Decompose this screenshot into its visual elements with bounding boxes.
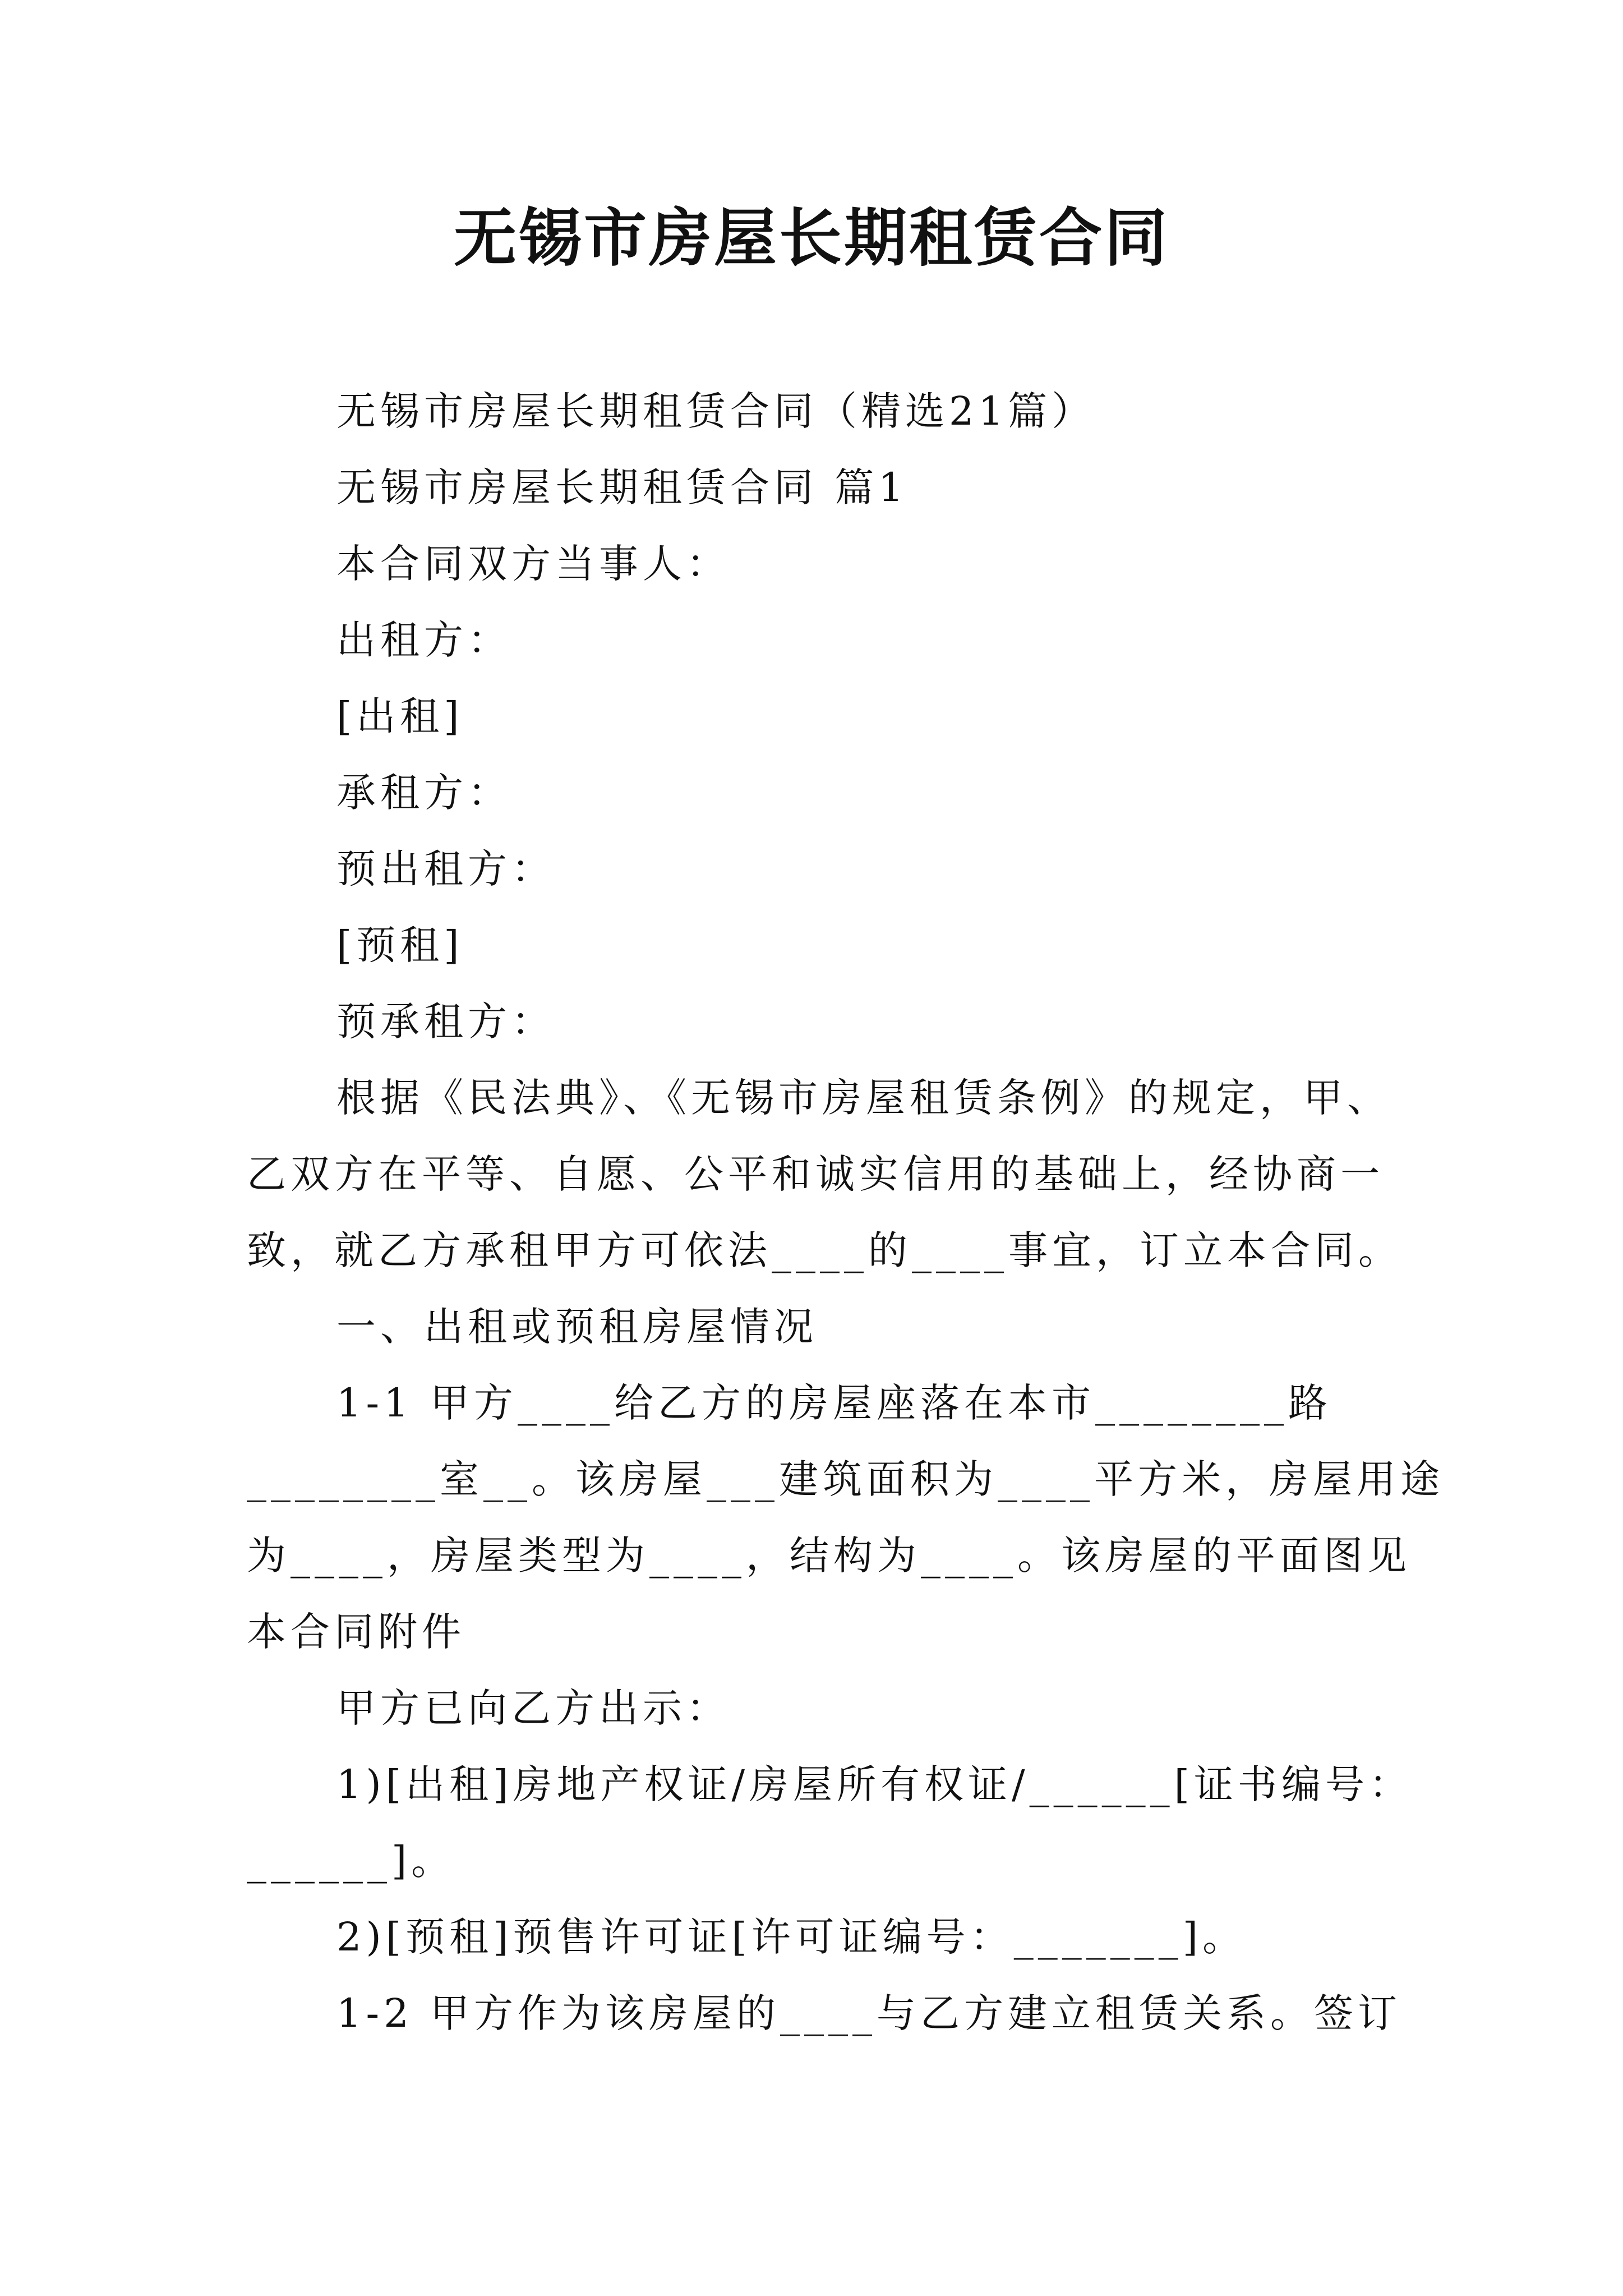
- body-line: 出租方：: [336, 617, 511, 663]
- body-line: 1-1 甲方____给乙方的房屋座落在本市________路: [336, 1380, 1332, 1426]
- body-line: [预租]: [336, 922, 464, 968]
- body-line: [出租]: [336, 693, 464, 739]
- body-line: 无锡市房屋长期租赁合同 篇1: [336, 464, 908, 510]
- body-line: 预出租方：: [336, 846, 555, 892]
- body-line: 预承租方：: [336, 999, 555, 1045]
- body-line: 为____，房屋类型为____，结构为____。该房屋的平面图见: [247, 1533, 1411, 1579]
- body-line: 无锡市房屋长期租赁合同（精选21篇）: [336, 388, 1096, 434]
- body-line: 2)[预租]预售许可证[许可证编号：_______]。: [336, 1914, 1247, 1960]
- body-line: 1-2 甲方作为该房屋的____与乙方建立租赁关系。签订: [336, 1990, 1401, 2036]
- body-line: ______]。: [247, 1838, 455, 1884]
- body-line: 本合同双方当事人：: [336, 541, 730, 587]
- body-line: 乙双方在平等、自愿、公平和诚实信用的基础上，经协商一: [247, 1151, 1384, 1197]
- body-line: 1)[出租]房地产权证/房屋所有权证/______[证书编号：: [336, 1761, 1413, 1807]
- document-body: [247, 373, 1444, 2051]
- body-line: 根据《民法典》、《无锡市房屋租赁条例》的规定，甲、: [336, 1075, 1391, 1121]
- body-line: 承租方：: [336, 770, 511, 816]
- body-line: 致，就乙方承租甲方可依法____的____事宜，订立本合同。: [247, 1227, 1402, 1273]
- section-heading: 一、出租或预租房屋情况: [336, 1304, 818, 1350]
- body-line: ________室__。该房屋___建筑面积为____平方米，房屋用途: [247, 1456, 1444, 1502]
- body-line: 甲方已向乙方出示：: [336, 1685, 730, 1731]
- document-title: 无锡市房屋长期租赁合同: [454, 201, 1169, 275]
- body-line: 本合同附件: [247, 1609, 465, 1655]
